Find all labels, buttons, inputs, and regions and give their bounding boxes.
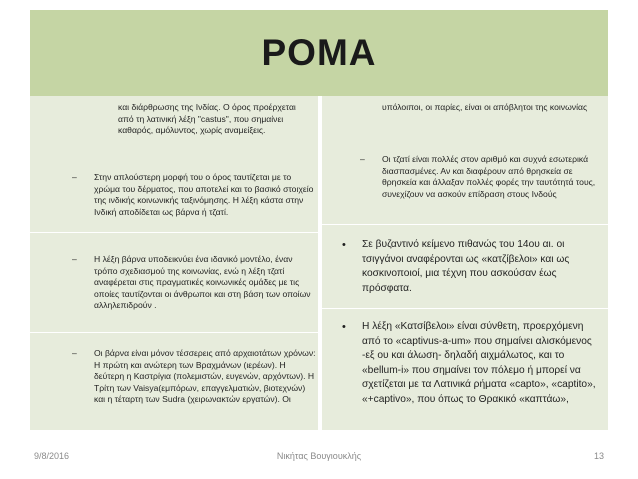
left-item-text: Η λέξη βάρνα υποδεικνύει ένα ιδανικό μοντέλο, έναν τρόπο σχεδιασμού της κοινωνίας, ενώ η λέξη τζατί αναφέρεται στις πραγματικές κοινωνικές ομάδες με τις οποίες ταυτίζονται οι άνθρωποι και στη βάση των οποίων αλληλεπιδρούν . [94, 254, 311, 310]
left-list-item [72, 172, 316, 218]
footer-page-number: 13 [593, 451, 604, 461]
divider [30, 232, 318, 233]
right-column [322, 96, 608, 430]
left-column [30, 96, 318, 430]
right-bullet-text: Η λέξη «Κατσίβελοι» είναι σύνθετη, προερχόμενη από το «captivus-a-um» που σημαίνει αλισκόμενος -εξ ου και άλωση- δηλαδή αιχμάλωτος, και το «bellum-i» που σημαίνει τον πόλεμο ή μπορεί να σχετίζεται με τα Λατινικά ρήματα «capto», «captito», «+captivo», που όπως το Θρακικό «καπτάω», [362, 321, 596, 405]
footer-author: Νικήτας Βουγιουκλής [276, 451, 362, 461]
bullet-marker: • [342, 239, 346, 251]
bullet-marker: • [342, 321, 346, 333]
dash-marker: – [360, 154, 365, 164]
title-band [30, 10, 608, 96]
divider [322, 224, 608, 225]
right-sub-item [360, 154, 604, 200]
left-item-text: Στην απλούστερη μορφή του ο όρος ταυτίζεται με το χρώμα του δέρματος, που αποτελεί και το βασικό στοιχείο της ινδικής κοινωνικής ταξινόμησης. Η λέξη κάστα στην Ινδική αποδίδεται ως βάρνα ή τζατί. [94, 172, 314, 217]
left-list-item [72, 348, 316, 406]
right-bullet-item [342, 238, 602, 296]
right-bullet-text: Σε βυζαντινό κείμενο πιθανώς του 14ου αι. οι τσιγγάνοι αναφέρονται ως «κατζίβελοι» και ως κοσκινοποιοί, μια τέχνη που ασκούσαν έως πρόσφατα. [362, 239, 570, 294]
divider [322, 308, 608, 309]
left-item-text: Οι βάρνα είναι μόνον τέσσερεις από αρχαιοτάτων χρόνων: Η πρώτη και ανώτερη των Βραχμάνων (ιερέων). Η δεύτερη η Καστρίγια (πολεμιστών, ευγενών, αρχόντων). Η Τρίτη των Vaisya(εμπόρων, επαγγελματιών, βιοτεχνών) και η τέταρτη των Sudra (χειρωνακτών εργατών). Οι [94, 348, 316, 404]
slide-title: ΡΟΜΑ [261, 32, 377, 73]
left-list-item [72, 254, 316, 312]
right-lead-text: υπόλοιποι, οι παρίες, είναι οι απόβλητοι της κοινωνίας [382, 102, 588, 112]
dash-marker: – [72, 172, 77, 182]
dash-marker: – [72, 254, 77, 264]
footer-date: 9/8/2016 [34, 451, 70, 461]
divider [30, 332, 318, 333]
right-sub-text: Οι τζατί είναι πολλές στον αριθμό και συχνά εσωτερικά διασπασμένες. Αν και διαφέρουν από θρησκεία σε θρησκεία και άλλαξαν πολλές φορές την ταυτότητά τους, συνεχίζουν να ασκούν επίδραση στους Ινδούς [382, 154, 596, 199]
right-bullet-item [342, 320, 602, 408]
dash-marker: – [72, 348, 77, 358]
left-lead-text: και διάρθρωσης της Ινδίας. Ο όρος προέρχεται από τη λατινική λέξη "castus", που σημαίνει καθαρός, αμόλυντος, χωρίς αναμείξεις. [118, 102, 296, 135]
